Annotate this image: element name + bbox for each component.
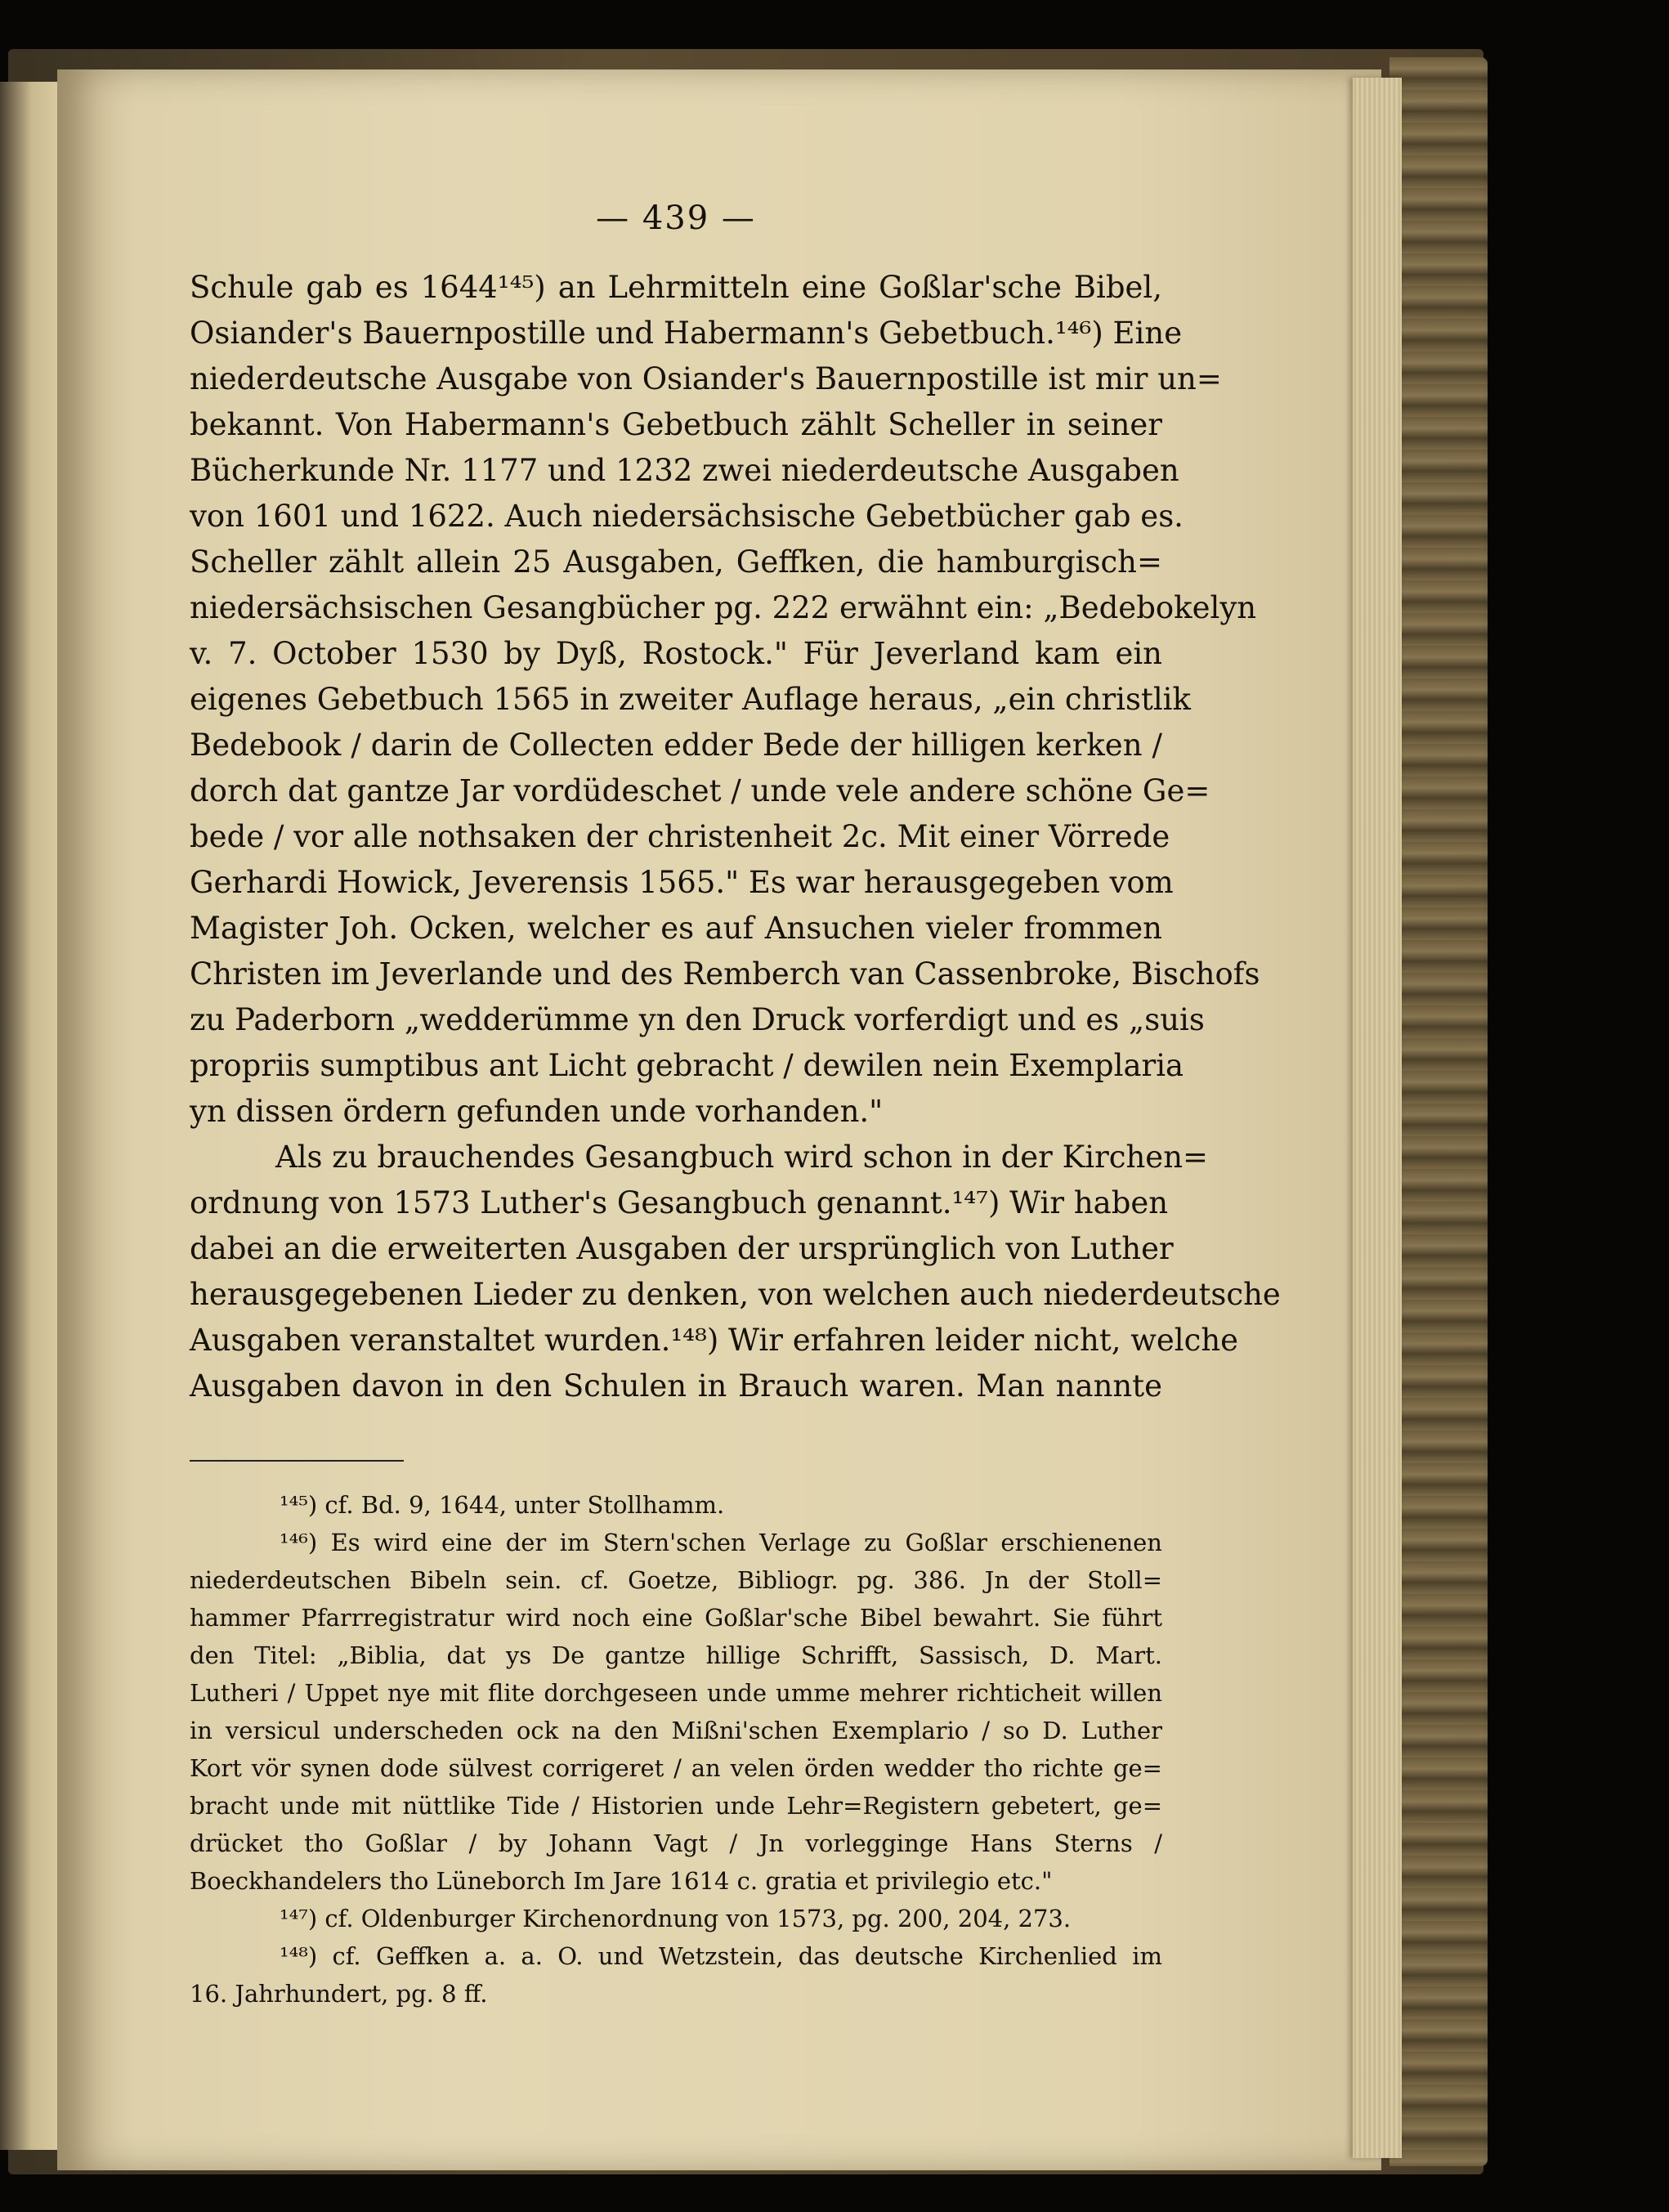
footnote-line: Lutheri / Uppet nye mit flite dorchgeseen unde umme mehrer richticheit willen [190,1679,1162,1707]
body-line: Ausgaben veranstaltet wurden.¹⁴⁸) Wir erfahren leider nicht, welche [190,1323,1239,1358]
footnote-line: ¹⁴⁷) cf. Oldenburger Kirchenordnung von 1573, pg. 200, 204, 273. [280,1905,1072,1932]
body-line: Scheller zählt allein 25 Ausgaben, Geffken, die hamburgisch= [190,544,1162,580]
footnotes [190,1486,1162,2013]
page-stack-edge [1353,78,1402,2158]
body-line: Als zu brauchendes Gesangbuch wird schon in der Kirchen= [275,1140,1209,1175]
footnote-line: Boeckhandelers tho Lüneborch Im Jare 1614 c. gratia et privilegio etc." [190,1867,1053,1895]
body-line: v. 7. October 1530 by Dyß, Rostock." Für Jeverland kam ein [190,636,1162,671]
footnote-line: den Titel: „Biblia, dat ys De gantze hillige Schrifft, Sassisch, D. Mart. [190,1641,1162,1669]
footnote-line: ¹⁴⁵) cf. Bd. 9, 1644, unter Stollhamm. [280,1491,725,1519]
footnote-line: ¹⁴⁶) Es wird eine der im Stern'schen Verlage zu Goßlar erschienenen [280,1529,1162,1556]
body-line: eigenes Gebetbuch 1565 in zweiter Auflage heraus, „ein christlik [190,682,1191,717]
footnote-line: in versicul underscheden ock na den Mißni'schen Exemplario / so D. Luther [190,1717,1162,1744]
footnote-divider [190,1460,404,1462]
body-line: ordnung von 1573 Luther's Gesangbuch genannt.¹⁴⁷) Wir haben [190,1185,1169,1220]
body-line: dorch dat gantze Jar vordüdeschet / unde vele andere schöne Ge= [190,773,1210,808]
footnote-line: 16. Jahrhundert, pg. 8 ff. [190,1980,488,2008]
body-line: Magister Joh. Ocken, welcher es auf Ansuchen vieler frommen [190,911,1162,946]
footnote-line: drücket tho Goßlar / by Johann Vagt / Jn vorlegginge Hans Sterns / [190,1829,1162,1857]
book-cover-edge [1389,57,1488,2166]
body-line: zu Paderborn „wedderümme yn den Druck vorferdigt und es „suis [190,1002,1205,1037]
footnote-line: ¹⁴⁸) cf. Geffken a. a. O. und Wetzstein, das deutsche Kirchenlied im [280,1942,1162,1970]
page-content [190,196,1281,2013]
body-line: niederdeutsche Ausgabe von Osiander's Bauernpostille ist mir un= [190,361,1222,396]
body-line: Gerhardi Howick, Jeverensis 1565." Es war herausgegeben vom [190,865,1174,900]
body-line: Schule gab es 1644¹⁴⁵) an Lehrmitteln eine Goßlar'sche Bibel, [190,270,1162,305]
body-line: bekannt. Von Habermann's Gebetbuch zählt Scheller in seiner [190,407,1162,442]
body-line: propriis sumptibus ant Licht gebracht / dewilen nein Exemplaria [190,1048,1184,1083]
body-line: Ausgaben davon in den Schulen in Brauch waren. Man nannte [190,1368,1162,1404]
body-line: dabei an die erweiterten Ausgaben der ursprünglich von Luther [190,1231,1174,1266]
body-line: niedersächsischen Gesangbücher pg. 222 erwähnt ein: „Bedebokelyn [190,590,1257,625]
facing-page-edge [0,82,57,2150]
body-line: Christen im Jeverlande und des Remberch van Cassenbroke, Bischofs [190,956,1260,992]
body-text [190,265,1281,1409]
body-line: yn dissen ördern gefunden unde vorhanden." [190,1094,884,1129]
footnote-line: Kort vör synen dode sülvest corrigeret / an velen örden wedder tho richte ge= [190,1754,1162,1782]
body-line: Osiander's Bauernpostille und Habermann's Gebetbuch.¹⁴⁶) Eine [190,316,1183,351]
footnote-line: bracht unde mit nüttlike Tide / Historien unde Lehr=Registern gebetert, ge= [190,1792,1162,1820]
footnote-line: niederdeutschen Bibeln sein. cf. Goetze, Bibliogr. pg. 386. Jn der Stoll= [190,1566,1162,1594]
body-line: Bedebook / darin de Collecten edder Bede der hilligen kerken / [190,728,1162,763]
body-line: bede / vor alle nothsaken der christenheit 2c. Mit einer Vörrede [190,819,1170,854]
body-line: Bücherkunde Nr. 1177 und 1232 zwei niederdeutsche Ausgaben [190,453,1179,488]
footnote-line: hammer Pfarrregistratur wird noch eine Goßlar'sche Bibel bewahrt. Sie führt [190,1604,1162,1632]
body-line: von 1601 und 1622. Auch niedersächsische Gebetbücher gab es. [190,499,1184,534]
page-number: — 439 — [596,199,756,237]
body-line: herausgegebenen Lieder zu denken, von welchen auch niederdeutsche [190,1277,1281,1312]
